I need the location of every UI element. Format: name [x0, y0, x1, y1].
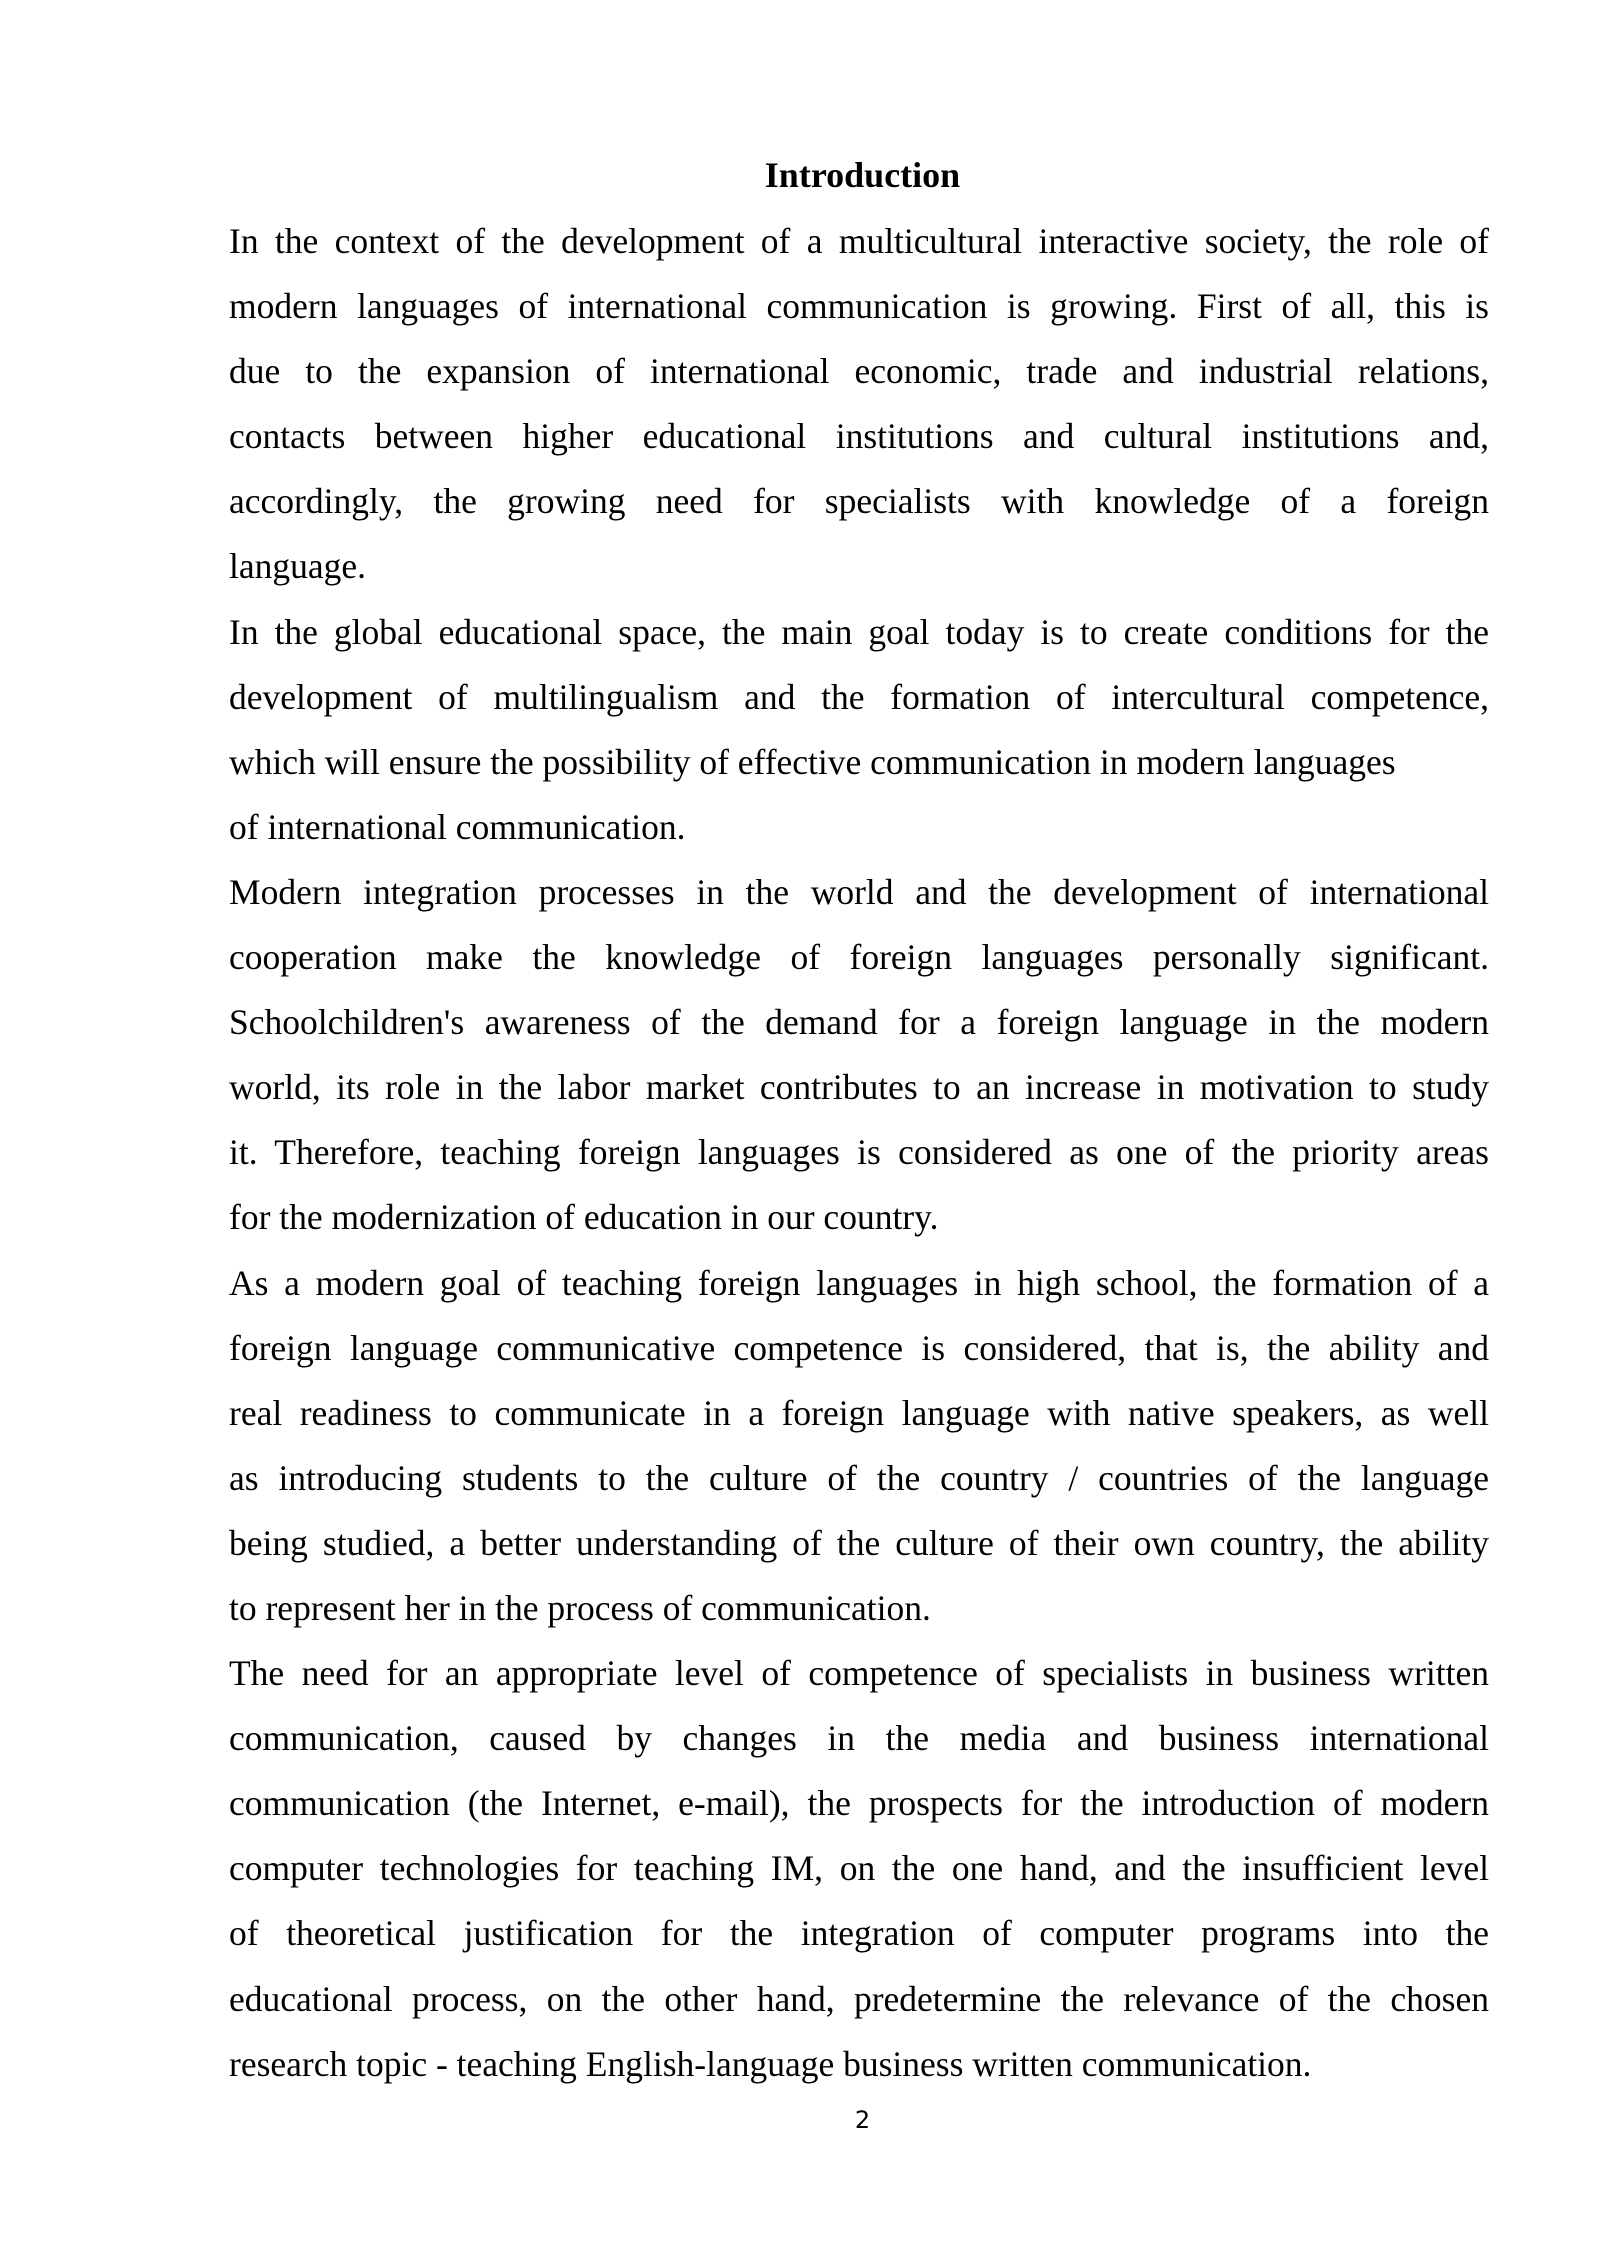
paragraph — [229, 1251, 1489, 1642]
text-line: language. — [229, 546, 367, 587]
text-line: being studied, a better understanding of the culture of their own country, the ability — [229, 1522, 1489, 1563]
text-line: modern languages of international communication is growing. First of all, this is — [229, 286, 1489, 327]
text-line: Schoolchildren's awareness of the demand for a foreign language in the modern — [229, 1002, 1489, 1043]
text-line: contacts between higher educational institutions and cultural institutions and, — [229, 416, 1489, 457]
text-line: as introducing students to the culture of the country / countries of the language — [229, 1457, 1489, 1498]
paragraph — [229, 1641, 1489, 2097]
text-line: research topic - teaching English-language business written communication. — [229, 2043, 1312, 2084]
text-line: which will ensure the possibility of effective communication in modern languages — [229, 741, 1396, 782]
text-line: computer technologies for teaching IM, on the one hand, and the insufficient level — [229, 1848, 1489, 1889]
text-line: for the modernization of education in our country. — [229, 1197, 939, 1238]
paragraph — [229, 860, 1489, 1251]
text-line: due to the expansion of international economic, trade and industrial relations, — [229, 351, 1489, 392]
text-line: In the global educational space, the main goal today is to create conditions for the — [229, 611, 1489, 652]
text-line: foreign language communicative competence is considered, that is, the ability and — [229, 1327, 1489, 1368]
text-line: The need for an appropriate level of competence of specialists in business written — [229, 1653, 1489, 1694]
paragraph — [229, 209, 1489, 600]
text-line: communication, caused by changes in the media and business international — [229, 1718, 1489, 1759]
text-line: of theoretical justification for the integration of computer programs into the — [229, 1913, 1489, 1954]
text-line: development of multilingualism and the formation of intercultural competence, — [229, 676, 1489, 717]
text-line: to represent her in the process of communication. — [229, 1587, 931, 1628]
text-line: As a modern goal of teaching foreign languages in high school, the formation of a — [229, 1262, 1489, 1303]
paragraph — [229, 600, 1489, 860]
text-line: communication (the Internet, e-mail), the prospects for the introduction of modern — [229, 1783, 1489, 1824]
text-line: accordingly, the growing need for specialists with knowledge of a foreign — [229, 481, 1489, 522]
text-line: cooperation make the knowledge of foreign languages personally significant. — [229, 937, 1489, 978]
text-line: educational process, on the other hand, predetermine the relevance of the chosen — [229, 1978, 1489, 2019]
text-line: real readiness to communicate in a foreign language with native speakers, as well — [229, 1392, 1489, 1433]
page-number: 2 — [854, 2106, 871, 2134]
document-heading: Introduction — [764, 155, 961, 195]
text-line: it. Therefore, teaching foreign languages is considered as one of the priority areas — [229, 1132, 1489, 1173]
text-line: of international communication. — [229, 806, 686, 847]
text-line: world, its role in the labor market contributes to an increase in motivation to study — [229, 1067, 1489, 1108]
text-line: In the context of the development of a multicultural interactive society, the role of — [229, 221, 1489, 261]
text-line: Modern integration processes in the world and the development of international — [229, 871, 1489, 912]
document-body — [229, 209, 1489, 2097]
